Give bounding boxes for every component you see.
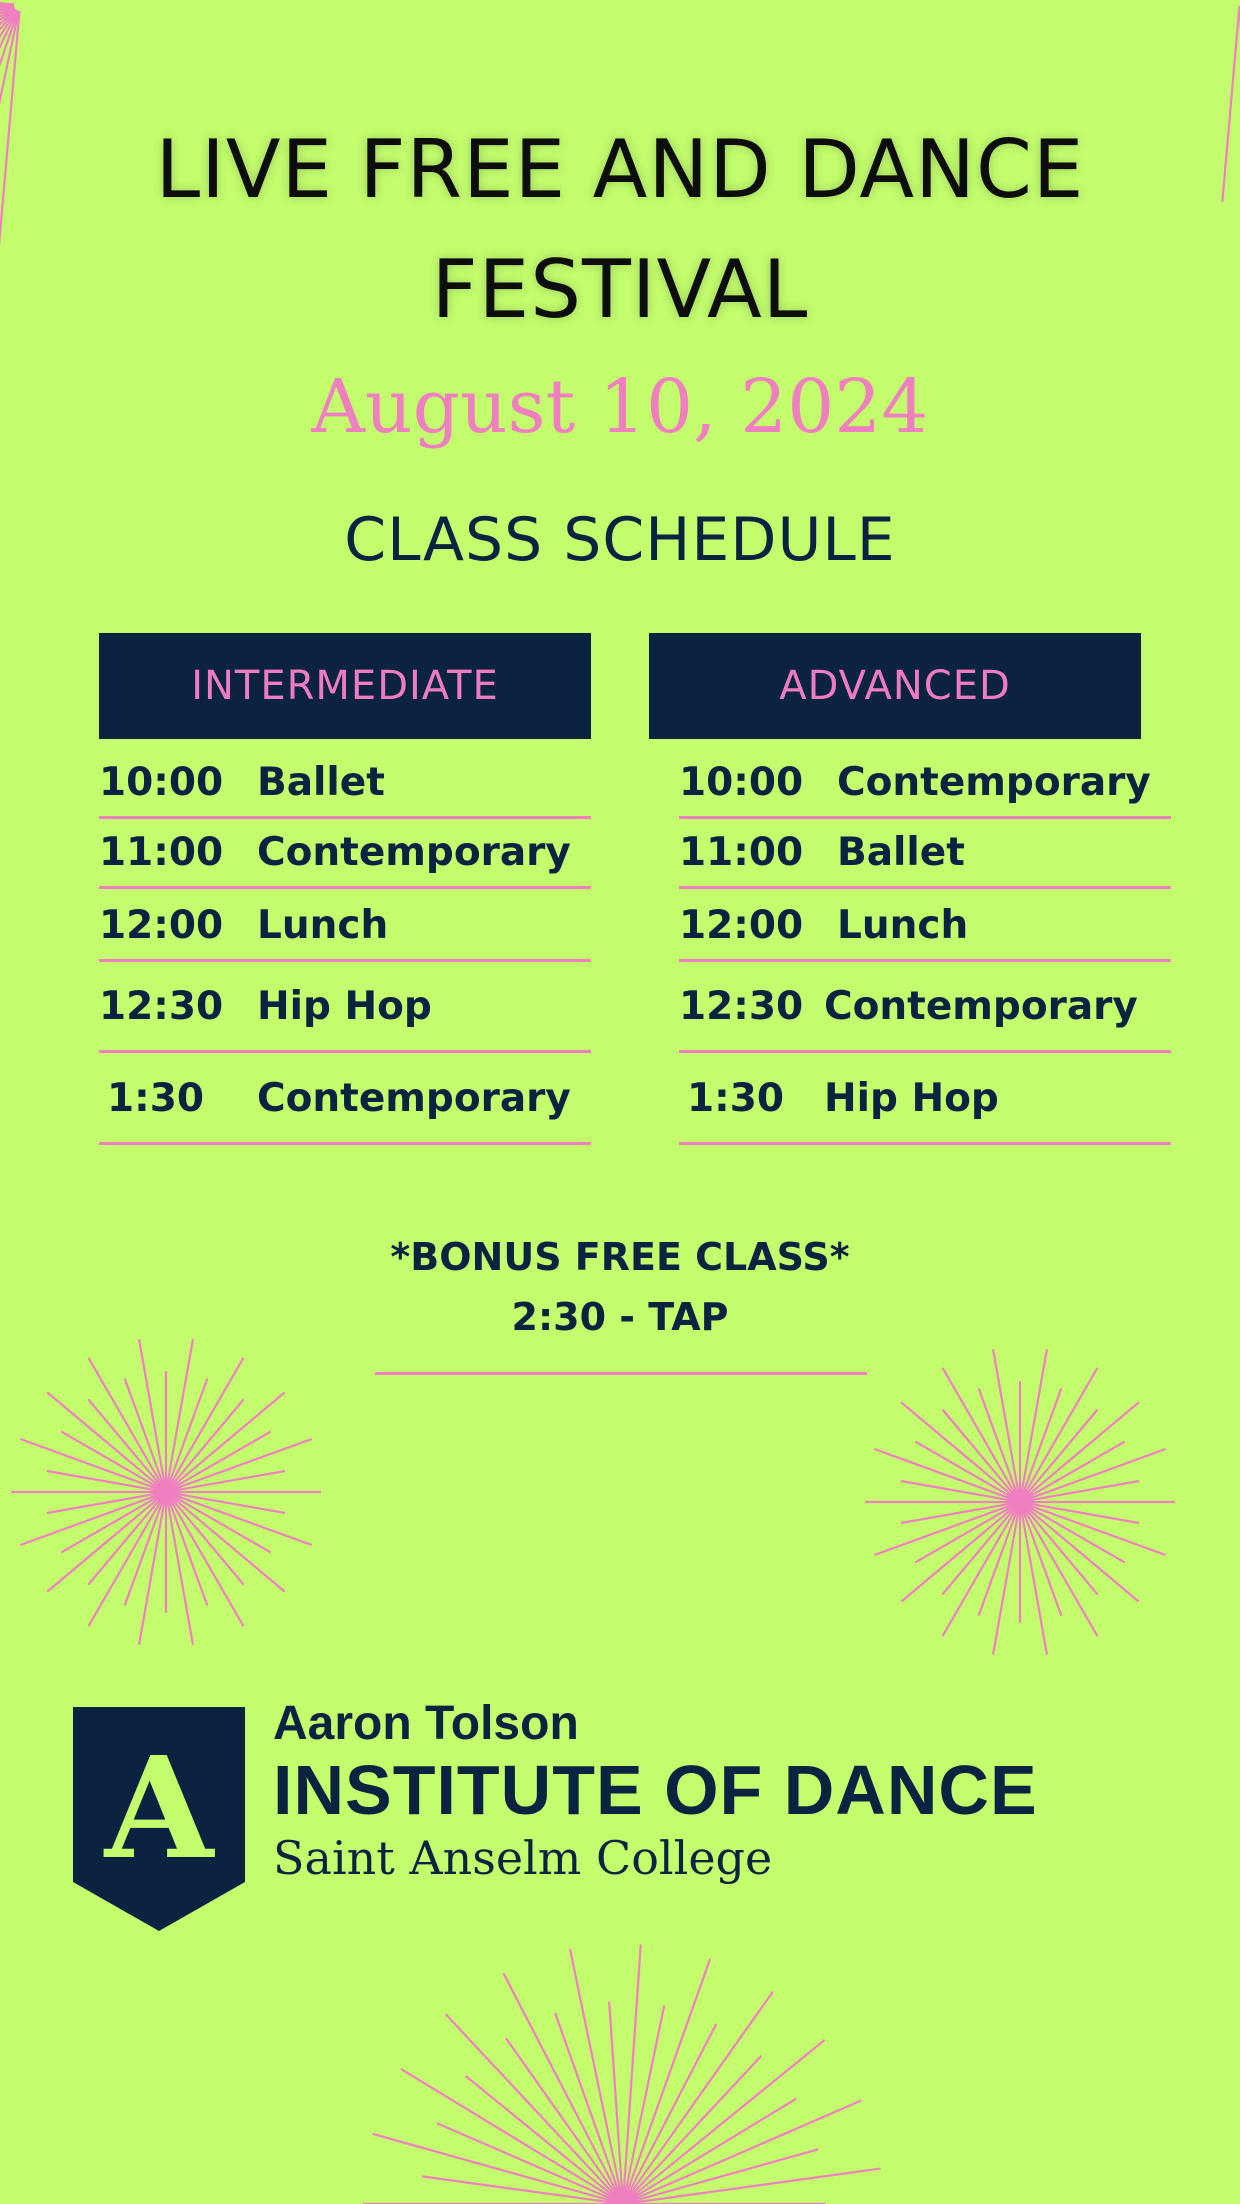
shield-logo-icon — [73, 1707, 245, 1931]
starburst-ray — [139, 1339, 165, 1486]
advanced-header: ADVANCED — [649, 633, 1141, 739]
row-time: 10:00 — [679, 760, 804, 805]
starburst-ray — [1025, 1442, 1125, 1499]
title-line-2: FESTIVAL — [431, 243, 809, 336]
title-line-1: LIVE FREE AND DANCE — [155, 123, 1085, 216]
starburst-ray — [874, 1449, 1014, 1500]
schedule-row — [99, 746, 591, 819]
starburst-ray — [0, 7, 14, 80]
row-time: 10:00 — [99, 760, 224, 805]
starburst-ray — [168, 1378, 207, 1486]
schedule-row — [679, 970, 1171, 1053]
starburst-ray — [169, 1497, 244, 1626]
starburst-ray — [61, 1432, 161, 1489]
shield-letter: A — [104, 1727, 214, 1891]
starburst-ray — [1025, 1402, 1139, 1498]
schedule-row — [679, 1062, 1171, 1145]
starburst-ray — [20, 1439, 160, 1490]
row-time: 12:00 — [99, 903, 224, 948]
starburst-ray — [627, 2056, 761, 2200]
starburst-ray — [625, 1959, 710, 2198]
logo-name: Aaron Tolson — [273, 1697, 579, 1750]
starburst-ray — [1025, 1506, 1139, 1602]
starburst-ray — [874, 1504, 1014, 1555]
starburst-ray — [915, 1442, 1015, 1499]
logo-college: Saint Anselm College — [273, 1831, 773, 1885]
starburst-ray — [47, 1392, 161, 1488]
schedule-row — [679, 889, 1171, 962]
starburst-ray — [1021, 1349, 1047, 1496]
starburst-ray — [1026, 1481, 1139, 1501]
starburst-ray — [466, 2076, 619, 2200]
starburst-ray — [1024, 1409, 1098, 1497]
row-time: 12:30 — [99, 984, 224, 1029]
starburst-ray — [170, 1399, 244, 1487]
intermediate-header: INTERMEDIATE — [99, 633, 591, 739]
starburst-ray — [915, 1505, 1015, 1562]
starburst-ray — [628, 2099, 796, 2201]
starburst-ray — [993, 1349, 1019, 1496]
starburst-center — [612, 2193, 634, 2204]
starburst-ray — [88, 1497, 162, 1585]
starburst-ray — [506, 2038, 619, 2199]
starburst-ray — [401, 2069, 618, 2201]
starburst-ray — [373, 2134, 618, 2203]
starburst-ray — [171, 1392, 285, 1488]
starburst-ray — [1026, 1504, 1166, 1555]
starburst-ray — [0, 0, 14, 4]
schedule-row — [99, 970, 591, 1053]
starburst-ray — [139, 1498, 165, 1645]
starburst-ray — [901, 1506, 1015, 1602]
row-time: 1:30 — [687, 1076, 785, 1121]
starburst-ray — [125, 1498, 164, 1606]
starburst-ray — [624, 2005, 664, 2198]
starburst-ray — [89, 1497, 164, 1626]
starburst-center — [155, 1481, 177, 1503]
row-time: 11:00 — [679, 830, 804, 875]
starburst-ray — [20, 1494, 160, 1545]
starburst-ray — [172, 1494, 312, 1545]
starburst-ray — [943, 1507, 1018, 1636]
schedule-row — [99, 816, 591, 889]
starburst-ray — [0, 7, 14, 73]
starburst-ray — [993, 1508, 1019, 1655]
event-date: August 10, 2024 — [311, 364, 929, 450]
row-time: 1:30 — [107, 1076, 205, 1121]
row-class: Lunch — [837, 903, 969, 948]
starburst-ray — [570, 1949, 622, 2198]
row-time: 12:00 — [679, 903, 804, 948]
starburst-ray — [943, 1368, 1018, 1497]
starburst-ray — [170, 1497, 244, 1585]
section-title: CLASS SCHEDULE — [344, 505, 896, 575]
starburst-ray — [1023, 1507, 1098, 1636]
row-class: Contemporary — [837, 760, 1151, 805]
bonus-divider — [375, 1372, 867, 1375]
starburst-ray — [61, 1495, 161, 1552]
starburst-ray — [609, 2002, 622, 2198]
starburst-ray — [901, 1503, 1014, 1523]
starburst-ray — [555, 2013, 621, 2198]
starburst-ray — [172, 1493, 285, 1513]
starburst-ray — [503, 1973, 620, 2199]
starburst-ray — [1026, 1449, 1166, 1500]
starburst-ray — [626, 2024, 717, 2199]
starburst-ray — [942, 1409, 1016, 1497]
bonus-class-title: *BONUS FREE CLASS* — [390, 1235, 850, 1279]
starburst-ray — [172, 1471, 285, 1491]
starburst-ray — [901, 1402, 1015, 1498]
starburst-ray — [167, 1498, 193, 1645]
starburst-ray — [172, 1439, 312, 1490]
starburst-ray — [1026, 1503, 1139, 1523]
starburst-ray — [0, 9, 15, 122]
row-class: Hip Hop — [824, 1076, 999, 1121]
row-class: Contemporary — [257, 1076, 571, 1121]
starburst-ray — [0, 6, 14, 35]
starburst-ray — [47, 1493, 160, 1513]
starburst-ray — [1024, 1507, 1098, 1595]
schedule-row — [679, 816, 1171, 889]
row-class: Contemporary — [257, 830, 571, 875]
starburst-ray — [167, 1339, 193, 1486]
starburst-ray — [629, 2169, 881, 2204]
row-class: Lunch — [257, 903, 389, 948]
starburst-ray — [171, 1496, 285, 1592]
row-class: Ballet — [837, 830, 965, 875]
row-time: 11:00 — [99, 830, 224, 875]
starburst-ray — [901, 1481, 1014, 1501]
starburst-ray — [979, 1388, 1018, 1496]
starburst-ray — [626, 1992, 772, 2200]
starburst-ray — [422, 2176, 617, 2203]
starburst-ray — [89, 1358, 164, 1487]
starburst-ray — [1022, 1508, 1061, 1616]
starburst-ray — [168, 1498, 207, 1606]
starburst-ray — [0, 8, 15, 129]
starburst-ray — [623, 1945, 640, 2198]
starburst-ray — [628, 2040, 825, 2200]
schedule-row — [99, 1062, 591, 1145]
starburst-ray — [1023, 1368, 1098, 1497]
starburst-ray — [1025, 1505, 1125, 1562]
starburst-ray — [1022, 1388, 1061, 1496]
starburst-ray — [169, 1358, 244, 1487]
starburst-ray — [171, 1432, 271, 1489]
starburst-ray — [629, 2149, 819, 2202]
schedule-row — [679, 746, 1171, 819]
starburst-ray — [88, 1399, 162, 1487]
starburst-ray — [942, 1507, 1016, 1595]
starburst-ray — [125, 1378, 164, 1486]
row-class: Hip Hop — [257, 984, 432, 1029]
starburst-ray — [47, 1496, 161, 1592]
starburst-ray — [446, 2014, 619, 2200]
starburst-ray — [629, 2100, 862, 2201]
schedule-row — [99, 889, 591, 962]
logo-institute: INSTITUTE OF DANCE — [273, 1751, 1038, 1829]
row-class: Ballet — [257, 760, 385, 805]
row-time: 12:30 — [679, 984, 804, 1029]
starburst-center — [1009, 1491, 1031, 1513]
starburst-ray — [1021, 1508, 1047, 1655]
row-class: Contemporary — [824, 984, 1138, 1029]
starburst-ray — [47, 1471, 160, 1491]
starburst-ray — [0, 5, 14, 13]
starburst-ray — [979, 1508, 1018, 1616]
starburst-ray — [437, 2123, 618, 2201]
bonus-class-time: 2:30 - TAP — [511, 1295, 729, 1339]
starburst-ray — [171, 1495, 271, 1552]
